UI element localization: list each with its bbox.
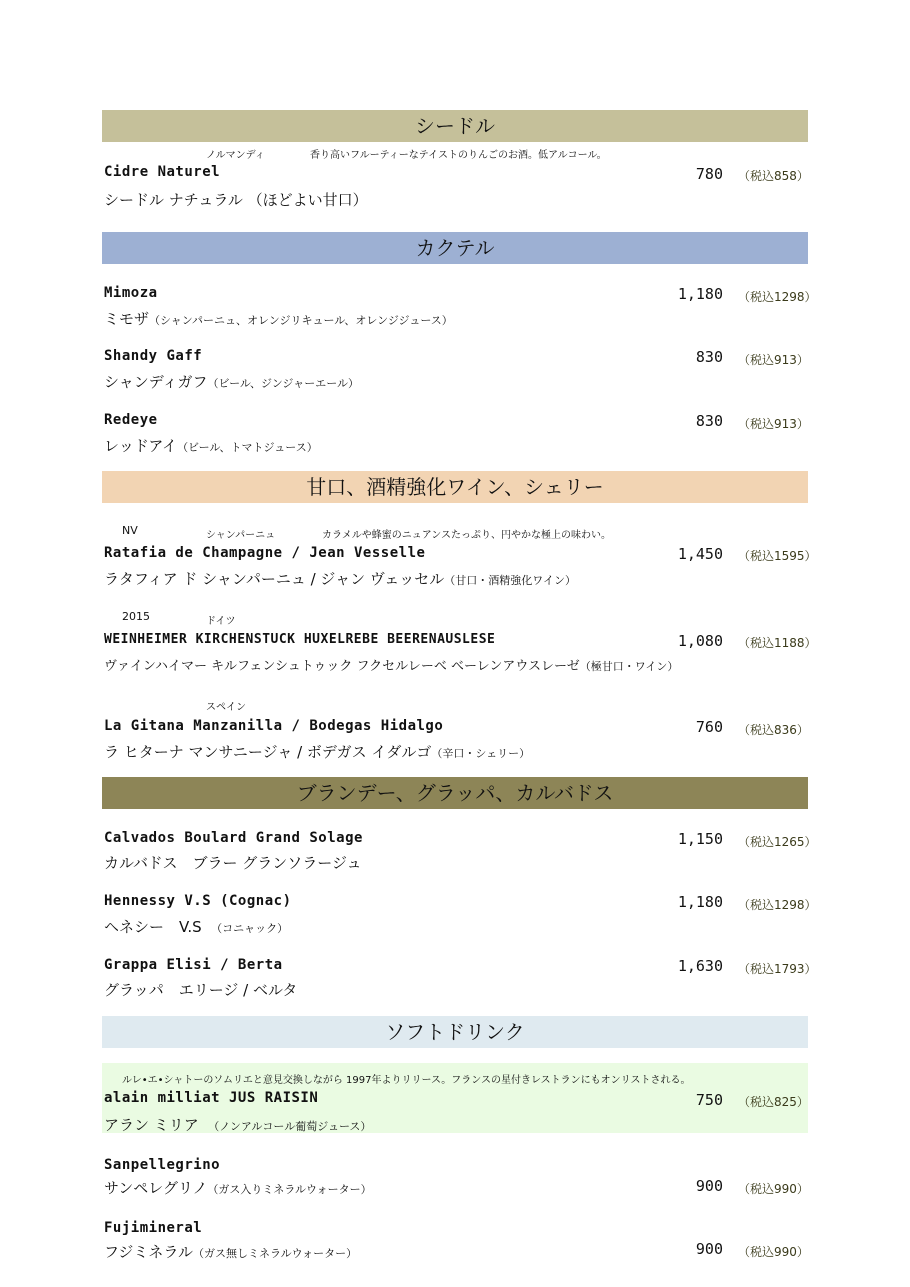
item-price: 750 xyxy=(695,1091,723,1109)
item-name-jp: フジミネラル（ガス無しミネラルウォーター） xyxy=(104,1243,358,1261)
item-tax-price: （税込913） xyxy=(738,417,809,431)
item-name-en: Redeye xyxy=(104,412,158,428)
item-tax-price: （税込825） xyxy=(738,1095,809,1109)
item-name-en: Grappa Elisi / Berta xyxy=(104,957,283,973)
item-region: ノルマンディ xyxy=(206,150,265,161)
item-name-en: La Gitana Manzanilla / Bodegas Hidalgo xyxy=(104,718,444,734)
item-price: 900 xyxy=(695,1177,723,1195)
item-description: ルレ•エ•シャトーのソムリエと意見交換しながら 1997年よりリリース。フランスの星付きレストランにもオンリストされる。 xyxy=(122,1075,691,1086)
item-name-jp: ラ ヒターナ マンサニージャ / ボデガス イダルゴ（辛口・シェリー） xyxy=(104,743,531,761)
item-name-en: WEINHEIMER KIRCHENSTUCK HUXELREBE BEERENAUSLESE xyxy=(104,632,496,647)
item-price: 1,150 xyxy=(677,830,723,848)
item-tax-price: （税込1298） xyxy=(738,290,817,304)
item-description: 香り高いフルーティーなテイストのりんごのお酒。低アルコール。 xyxy=(310,150,607,161)
item-name-jp: カルバドス ブラー グランソラージュ xyxy=(104,854,362,872)
item-price: 1,180 xyxy=(677,893,723,911)
item-price: 1,630 xyxy=(677,957,723,975)
item-tax-price: （税込913） xyxy=(738,353,809,367)
section-header-soft-drink: ソフトドリンク xyxy=(102,1016,808,1048)
item-vintage: NV xyxy=(122,524,138,537)
item-name-en: Fujimineral xyxy=(104,1220,203,1236)
item-tax-price: （税込1595） xyxy=(738,549,817,563)
item-tax-price: （税込990） xyxy=(738,1182,809,1196)
section-header-sweet-wine: 甘口、酒精強化ワイン、シェリー xyxy=(102,471,808,503)
item-name-en: Cidre Naturel xyxy=(104,164,221,180)
item-tax-price: （税込1188） xyxy=(738,636,817,650)
item-name-en: Mimoza xyxy=(104,285,158,301)
item-name-jp: サンペレグリノ（ガス入りミネラルウォーター） xyxy=(104,1179,372,1197)
item-price: 1,080 xyxy=(677,632,723,650)
item-price: 1,450 xyxy=(677,545,723,563)
item-name-jp: グラッパ エリージ / ベルタ xyxy=(104,981,298,999)
item-name-jp: ヘネシー V.S （コニャック） xyxy=(104,918,289,936)
item-tax-price: （税込1793） xyxy=(738,962,817,976)
item-name-en: Sanpellegrino xyxy=(104,1157,221,1173)
item-tax-price: （税込990） xyxy=(738,1245,809,1259)
item-region: ドイツ xyxy=(206,616,236,627)
item-price: 780 xyxy=(695,165,723,183)
item-name-jp: ラタフィア ド シャンパーニュ / ジャン ヴェッセル（甘口・酒精強化ワイン） xyxy=(104,570,576,588)
item-name-jp: シャンディガフ（ビール、ジンジャーエール） xyxy=(104,373,359,391)
item-name-jp: シードル ナチュラル （ほどよい甘口） xyxy=(104,191,368,209)
section-header-brandy: ブランデー、グラッパ、カルバドス xyxy=(102,777,808,809)
item-region: シャンパーニュ xyxy=(206,530,276,541)
section-header-cocktail: カクテル xyxy=(102,232,808,264)
item-name-en: Ratafia de Champagne / Jean Vesselle xyxy=(104,545,426,561)
item-price: 1,180 xyxy=(677,285,723,303)
item-tax-price: （税込836） xyxy=(738,723,809,737)
item-name-jp: レッドアイ（ビール、トマトジュース） xyxy=(104,437,318,455)
item-name-jp: アラン ミリア （ノンアルコール葡萄ジュース） xyxy=(104,1116,372,1134)
item-price: 830 xyxy=(695,348,723,366)
item-description: カラメルや蜂蜜のニュアンスたっぷり、円やかな極上の味わい。 xyxy=(322,530,611,541)
item-name-jp: ヴァインハイマー キルフェンシュトゥック フクセルレーベ ベーレンアウスレーゼ（極甘口・ワイン） xyxy=(104,659,679,674)
item-vintage: 2015 xyxy=(122,610,150,623)
item-tax-price: （税込858） xyxy=(738,169,809,183)
item-name-en: alain milliat JUS RAISIN xyxy=(104,1090,319,1106)
item-region: スペイン xyxy=(206,702,246,713)
item-name-en: Hennessy V.S (Cognac) xyxy=(104,893,292,909)
section-header-cidre: シードル xyxy=(102,110,808,142)
item-name-en: Calvados Boulard Grand Solage xyxy=(104,830,363,846)
item-name-en: Shandy Gaff xyxy=(104,348,203,364)
item-price: 830 xyxy=(695,412,723,430)
item-price: 900 xyxy=(695,1240,723,1258)
item-price: 760 xyxy=(695,718,723,736)
item-tax-price: （税込1265） xyxy=(738,835,817,849)
item-name-jp: ミモザ（シャンパーニュ、オレンジリキュール、オレンジジュース） xyxy=(104,310,453,328)
item-tax-price: （税込1298） xyxy=(738,898,817,912)
